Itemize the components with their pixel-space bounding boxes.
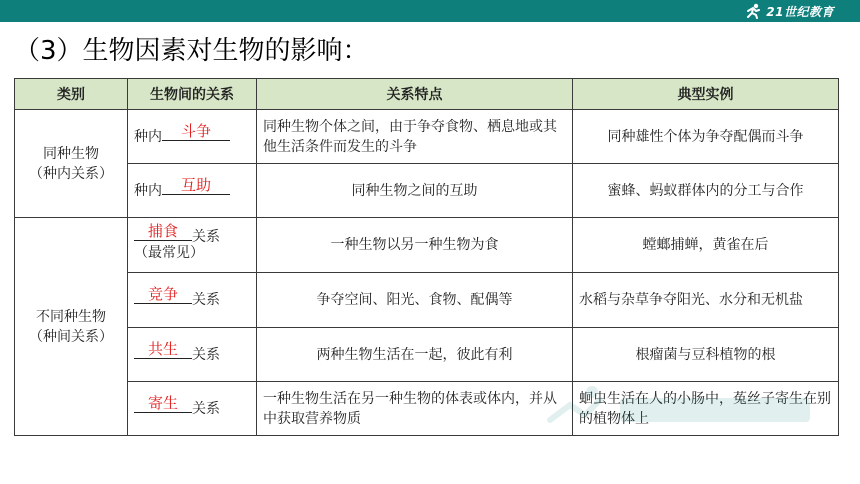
category-label: 同种生物 [43, 145, 99, 162]
relation-prefix: 种内 [134, 182, 162, 199]
header-example: 典型实例 [573, 79, 839, 110]
relation-suffix: 关系 [192, 292, 220, 308]
answer-blank: 竞争 [134, 285, 192, 304]
feature-cell: 争夺空间、阳光、食物、配偶等 [257, 273, 573, 328]
brand-logo [744, 2, 834, 20]
feature-cell: 同种生物个体之间，由于争夺食物、栖息地或其他生活条件而发生的斗争 [257, 110, 573, 164]
relation-note: （最常见） [134, 245, 204, 261]
runner-icon [744, 3, 762, 19]
relation-cell [128, 382, 257, 436]
example-cell: 同种雄性个体为争夺配偶而斗争 [573, 110, 839, 164]
answer-blank: 共生 [134, 340, 192, 359]
relation-cell [128, 164, 257, 218]
table-row [15, 328, 839, 382]
relation-prefix: 种内 [134, 128, 162, 145]
page-title: （3）生物因素对生物的影响： [14, 36, 369, 66]
relation-suffix: 关系 [192, 346, 220, 363]
relation-cell [128, 110, 257, 164]
category-cell-interspecific [15, 218, 128, 436]
header-feature: 关系特点 [257, 79, 573, 110]
feature-cell: 一种生物生活在另一种生物的体表或体内，并从中获取营养物质 [257, 382, 573, 436]
table-row [15, 382, 839, 436]
answer-blank: 寄生 [134, 394, 192, 413]
logo-text: 21世纪教育 [766, 4, 834, 19]
header-relation: 生物间的关系 [128, 79, 257, 110]
feature-cell: 同种生物之间的互助 [257, 164, 573, 218]
feature-cell: 一种生物以另一种生物为食 [257, 218, 573, 273]
example-cell: 根瘤菌与豆科植物的根 [573, 328, 839, 382]
feature-cell: 两种生物生活在一起，彼此有利 [257, 328, 573, 382]
relation-suffix: 关系 [192, 229, 220, 245]
table-row [15, 218, 839, 273]
table-row [15, 110, 839, 164]
category-sublabel: （种间关系） [29, 328, 113, 345]
table-row [15, 164, 839, 218]
category-sublabel: （种内关系） [29, 165, 113, 182]
header-category: 类别 [15, 79, 128, 110]
example-cell: 水稻与杂草争夺阳光、水分和无机盐 [573, 273, 839, 328]
answer-blank: 互助 [162, 176, 230, 195]
answer-blank: 捕食 [134, 222, 192, 241]
relation-suffix: 关系 [192, 400, 220, 417]
example-cell: 蛔虫生活在人的小肠中，菟丝子寄生在别的植物体上 [573, 382, 839, 436]
table-header-row [15, 79, 839, 110]
top-banner [0, 0, 860, 22]
relation-cell [128, 273, 257, 328]
relation-cell [128, 218, 257, 273]
table-row [15, 273, 839, 328]
category-cell-intraspecific [15, 110, 128, 218]
answer-blank: 斗争 [162, 122, 230, 141]
relation-cell [128, 328, 257, 382]
relationship-table [14, 78, 839, 436]
example-cell: 蜜蜂、蚂蚁群体内的分工与合作 [573, 164, 839, 218]
category-label: 不同种生物 [36, 308, 106, 325]
example-cell: 螳螂捕蝉，黄雀在后 [573, 218, 839, 273]
